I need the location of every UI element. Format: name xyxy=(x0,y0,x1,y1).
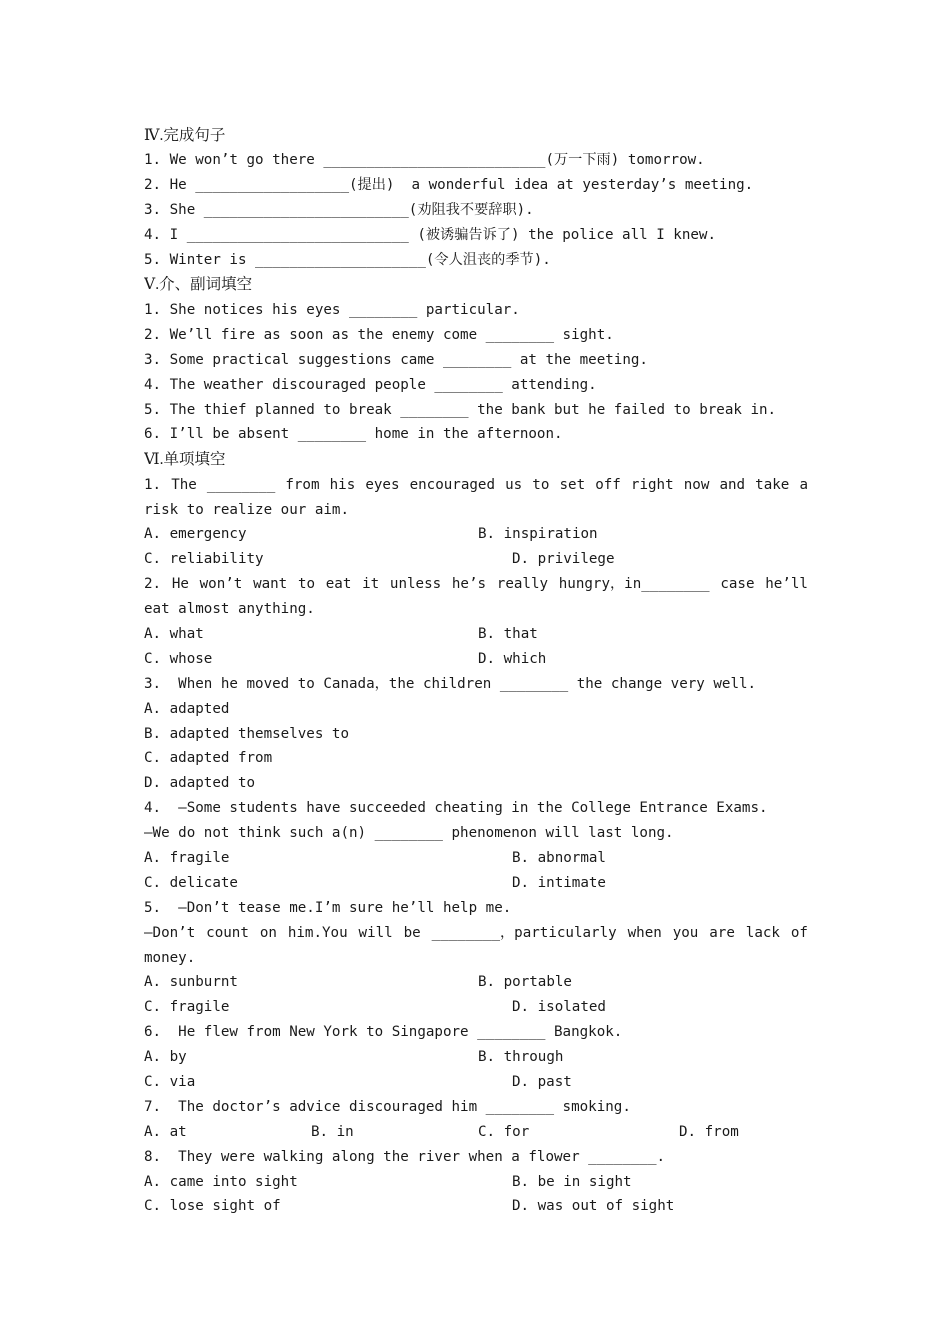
q5-option-c: C. fragile xyxy=(144,999,230,1015)
q1-word: his xyxy=(329,477,356,493)
q8-option-d: D. was out of sight xyxy=(512,1198,675,1214)
q1-word: a xyxy=(799,477,808,493)
q7-option-d: D. from xyxy=(679,1124,739,1140)
section-iv-item-3: 3. She ________________________(劝阻我不要辞职). xyxy=(144,202,534,218)
q4-option-d: D. intimate xyxy=(512,875,606,891)
q1-word: us xyxy=(505,477,523,493)
q5-word: on xyxy=(259,925,277,941)
q1-word: from xyxy=(285,477,320,493)
q2-word: eat xyxy=(325,576,352,592)
q5-word: —Don’t xyxy=(144,925,196,941)
q2-option-d: D. which xyxy=(478,651,547,667)
q1-option-b: B. inspiration xyxy=(478,526,598,542)
q6-option-b: B. through xyxy=(478,1049,564,1065)
q1-blank: ________ xyxy=(206,477,276,493)
q5-word: of xyxy=(790,925,808,941)
q5-option-a: A. sunburnt xyxy=(144,974,238,990)
section-v-item-4: 4. The weather discouraged people ________ attending. xyxy=(144,377,597,393)
q3-option-b: B. adapted themselves to xyxy=(144,726,349,742)
q5-word: are xyxy=(709,925,735,941)
section-v-item-2: 2. We’ll fire as soon as the enemy come ________ sight. xyxy=(144,327,614,343)
q1-word: eyes xyxy=(365,477,400,493)
section-v-item-1: 1. She notices his eyes ________ particular. xyxy=(144,302,520,318)
section-iv-title: Ⅳ.完成句子 xyxy=(144,127,226,144)
q1-word: to xyxy=(532,477,550,493)
q8-line1: 8. They were walking along the river when a flower ________. xyxy=(144,1149,666,1165)
q7-line1: 7. The doctor’s advice discouraged him ________ smoking. xyxy=(144,1099,631,1115)
q1-word: take xyxy=(755,477,790,493)
q3-option-a: A. adapted xyxy=(144,701,230,717)
q5-word: be xyxy=(403,925,421,941)
q2-option-b: B. that xyxy=(478,626,538,642)
q2-word: want xyxy=(253,576,288,592)
section-v-item-3: 3. Some practical suggestions came ________ at the meeting. xyxy=(144,352,648,368)
q1-word: right xyxy=(630,477,674,493)
q2-word: case xyxy=(720,576,755,592)
q2-word: won’t xyxy=(199,576,243,592)
q1-option-a: A. emergency xyxy=(144,526,247,542)
q3-option-d: D. adapted to xyxy=(144,775,256,791)
q1-word: 1. xyxy=(144,477,162,493)
q5-word: will xyxy=(358,925,393,941)
q2-word: unless xyxy=(389,576,442,592)
q2-line1 xyxy=(144,572,808,597)
q8-option-b: B. be in sight xyxy=(512,1174,632,1190)
q4-line2: —We do not think such a(n) ________ phenomenon will last long. xyxy=(144,825,674,841)
q5-word: you xyxy=(672,925,699,941)
q1-line2: risk to realize our aim. xyxy=(144,502,349,518)
q5-word: lack xyxy=(745,925,780,941)
q5-word: him.You xyxy=(287,925,348,941)
section-v-item-6: 6. I’ll be absent ________ home in the afternoon. xyxy=(144,426,563,442)
q2-word: he’ll xyxy=(765,576,808,592)
q1-word: now xyxy=(683,477,710,493)
q7-option-b: B. in xyxy=(311,1124,354,1140)
q2-word: to xyxy=(297,576,316,592)
q2-word: he’s xyxy=(451,576,487,592)
q5-line3: money. xyxy=(144,950,196,966)
q7-option-c: C. for xyxy=(478,1124,530,1140)
q8-option-a: A. came into sight xyxy=(144,1174,298,1190)
q4-option-a: A. fragile xyxy=(144,850,230,866)
q5-option-b: B. portable xyxy=(478,974,572,990)
section-v-item-5: 5. The thief planned to break ________ the bank but he failed to break in. xyxy=(144,402,777,418)
q5-word: count xyxy=(206,925,249,941)
q8-option-c: C. lose sight of xyxy=(144,1198,281,1214)
section-vi-title: Ⅵ.单项填空 xyxy=(144,451,226,468)
q5-line1: 5. —Don’t tease me.I’m sure he’ll help me. xyxy=(144,900,512,916)
q5-word: when xyxy=(627,925,662,941)
q4-option-b: B. abnormal xyxy=(512,850,606,866)
q6-option-c: C. via xyxy=(144,1074,196,1090)
q2-word: it xyxy=(362,576,380,592)
section-iv-item-1: 1. We won’t go there __________________________(万一下雨) tomorrow. xyxy=(144,152,705,168)
q6-option-d: D. past xyxy=(512,1074,572,1090)
q1-word: set xyxy=(559,477,586,493)
q5-line2 xyxy=(144,921,808,946)
q3-option-c: C. adapted from xyxy=(144,750,273,766)
q2-line2: eat almost anything. xyxy=(144,601,315,617)
q1-word: The xyxy=(171,477,197,493)
section-iv-item-5: 5. Winter is ____________________(令人沮丧的季节). xyxy=(144,252,551,268)
section-iv-item-2: 2. He __________________(提出) a wonderful idea at yesterday’s meeting. xyxy=(144,177,754,193)
q2-word: 2. xyxy=(144,576,162,592)
q4-line1: 4. —Some students have succeeded cheating in the College Entrance Exams. xyxy=(144,800,768,816)
q6-line1: 6. He flew from New York to Singapore ________ Bangkok. xyxy=(144,1024,623,1040)
q2-word: He xyxy=(171,576,189,592)
q2-option-c: C. whose xyxy=(144,651,213,667)
q2-option-a: A. what xyxy=(144,626,204,642)
q1-word: off xyxy=(595,477,621,493)
q1-word: encouraged xyxy=(409,477,496,493)
q6-option-a: A. by xyxy=(144,1049,187,1065)
q2-blank: hungry，in________ xyxy=(558,576,710,592)
q7-option-a: A. at xyxy=(144,1124,187,1140)
q1-option-d: D. privilege xyxy=(512,551,615,567)
q3-line1: 3. When he moved to Canada，the children ________ the change very well. xyxy=(144,676,757,692)
q4-option-c: C. delicate xyxy=(144,875,238,891)
q5-option-d: D. isolated xyxy=(512,999,606,1015)
q1-option-c: C. reliability xyxy=(144,551,264,567)
q1-line1 xyxy=(144,473,808,498)
q2-word: really xyxy=(496,576,549,592)
section-iv-item-4: 4. I __________________________ (被诱骗告诉了) the police all I knew. xyxy=(144,227,716,243)
section-v-title: Ⅴ.介、副词填空 xyxy=(144,276,253,293)
q1-word: and xyxy=(719,477,746,493)
q5-blank: ________，particularly xyxy=(431,925,617,941)
